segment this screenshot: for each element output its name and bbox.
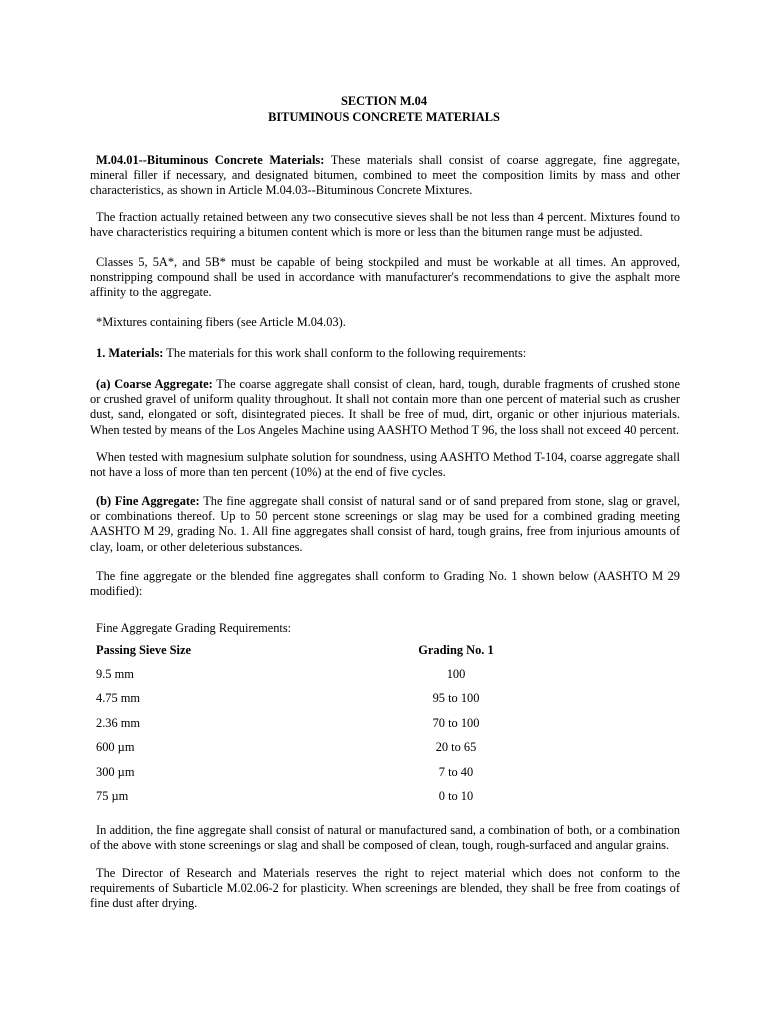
paragraph-classes bbox=[90, 255, 680, 301]
paragraph-bituminous-concrete-materials bbox=[90, 153, 680, 199]
paragraph-text: The fine aggregate shall consist of natural sand or of sand prepared from stone, slag or gravel, or combinations thereof. Up to 50 percent stone screenings or slag may be used for a combined grading meeting AASHTO M 29, grading No. 1. All fine aggregates shall consist of hard, tough grains, free from injurious amounts of clay, loam, or other deleterious substances. bbox=[90, 494, 680, 554]
paragraph-text: The coarse aggregate shall consist of clean, hard, tough, durable fragments of crushed stone or crushed gravel of uniform quality throughout. It shall not contain more than one percent of material such as crusher dust, sand, elongated or soft, disintegrated pieces. It shall be free of mud, dirt, organic or other injurious materials. When tested by means of the Los Angeles Machine using AASHTO Method T 96, the loss shall not exceed 40 percent. bbox=[90, 377, 681, 437]
paragraph-grading-reference bbox=[90, 569, 680, 599]
paragraph-materials bbox=[90, 346, 680, 361]
table-row bbox=[96, 716, 536, 732]
grading-value-cell: 0 to 10 bbox=[438, 789, 474, 803]
sieve-size-cell: 600 µm bbox=[96, 740, 135, 754]
table-row bbox=[96, 740, 536, 756]
grading-value-cell: 7 to 40 bbox=[438, 765, 474, 779]
paragraph-text: The fine aggregate or the blended fine aggregates shall conform to Grading No. 1 shown below (AASHTO M 29 modified): bbox=[90, 569, 680, 599]
paragraph-fine-aggregate bbox=[90, 494, 680, 555]
grading-table-header bbox=[96, 643, 536, 659]
sieve-size-cell: 300 µm bbox=[96, 765, 135, 779]
table-row bbox=[96, 691, 536, 707]
paragraph-soundness bbox=[90, 450, 680, 480]
paragraph-text: In addition, the fine aggregate shall consist of natural or manufactured sand, a combination of both, or a combination of the above with stone screenings or slag and shall be composed of clean, tough, rough-surfaced and angular grains. bbox=[90, 823, 680, 853]
paragraph-sieve-fraction bbox=[90, 210, 680, 240]
paragraph-text: *Mixtures containing fibers (see Article M.04.03). bbox=[96, 315, 346, 329]
paragraph-coarse-aggregate bbox=[90, 377, 680, 438]
table-caption: Fine Aggregate Grading Requirements: bbox=[96, 621, 292, 635]
table-row bbox=[96, 765, 536, 781]
paragraph-additional-requirements bbox=[90, 823, 680, 853]
sieve-size-cell: 4.75 mm bbox=[96, 691, 141, 705]
paragraph-fibers-note bbox=[90, 315, 680, 330]
grading-value-cell: 70 to 100 bbox=[432, 716, 480, 730]
paragraph-text: These materials shall consist of coarse aggregate, fine aggregate, mineral filler if necessary, and designated bitumen, combined to meet the composition limits by mass and other characteristics, as shown in Article M.04.03--Bituminous Concrete Mixtures. bbox=[90, 153, 680, 198]
column-header-sieve-size: Passing Sieve Size bbox=[96, 643, 191, 657]
grading-value-cell: 100 bbox=[446, 667, 466, 681]
paragraph-text: The Director of Research and Materials reserves the right to reject material which does not conform to the requirements of Subarticle M.02.06-2 for plasticity. When screenings are blended, they shall be free from coatings of fine dust after drying. bbox=[90, 866, 680, 911]
paragraph-text: Classes 5, 5A*, and 5B* must be capable of being stockpiled and must be workable at all times. An approved, nonstripping compound shall be used in accordance with manufacturer's recommendations to give the asphalt more affinity to the aggregate. bbox=[90, 255, 680, 300]
sieve-size-cell: 2.36 mm bbox=[96, 716, 141, 730]
sieve-size-cell: 9.5 mm bbox=[96, 667, 134, 681]
section-number: SECTION M.04 bbox=[340, 94, 428, 108]
grading-value-cell: 95 to 100 bbox=[432, 691, 480, 705]
paragraph-label: M.04.01--Bituminous Concrete Materials: bbox=[96, 153, 325, 167]
paragraph-text: The materials for this work shall conform to the following requirements: bbox=[163, 346, 527, 360]
grading-value-cell: 20 to 65 bbox=[435, 740, 477, 754]
table-row bbox=[96, 667, 536, 683]
section-title: BITUMINOUS CONCRETE MATERIALS bbox=[268, 110, 500, 124]
paragraph-text: The fraction actually retained between any two consecutive sieves shall be not less than 4 percent. Mixtures found to have characteristics requiring a bitumen content which is more or less than the bitumen range must be adjusted. bbox=[90, 210, 680, 240]
paragraph-label: (a) Coarse Aggregate: bbox=[96, 377, 213, 391]
sieve-size-cell: 75 µm bbox=[96, 789, 129, 803]
paragraph-label: (b) Fine Aggregate: bbox=[96, 494, 200, 508]
column-header-grading: Grading No. 1 bbox=[418, 643, 494, 657]
paragraph-text: When tested with magnesium sulphate solution for soundness, using AASHTO Method T-104, coarse aggregate shall not have a loss of more than ten percent (10%) at the end of five cycles. bbox=[90, 450, 680, 480]
paragraph-label: 1. Materials: bbox=[96, 346, 164, 360]
paragraph-director-reservation bbox=[90, 866, 680, 912]
table-row bbox=[96, 789, 536, 805]
